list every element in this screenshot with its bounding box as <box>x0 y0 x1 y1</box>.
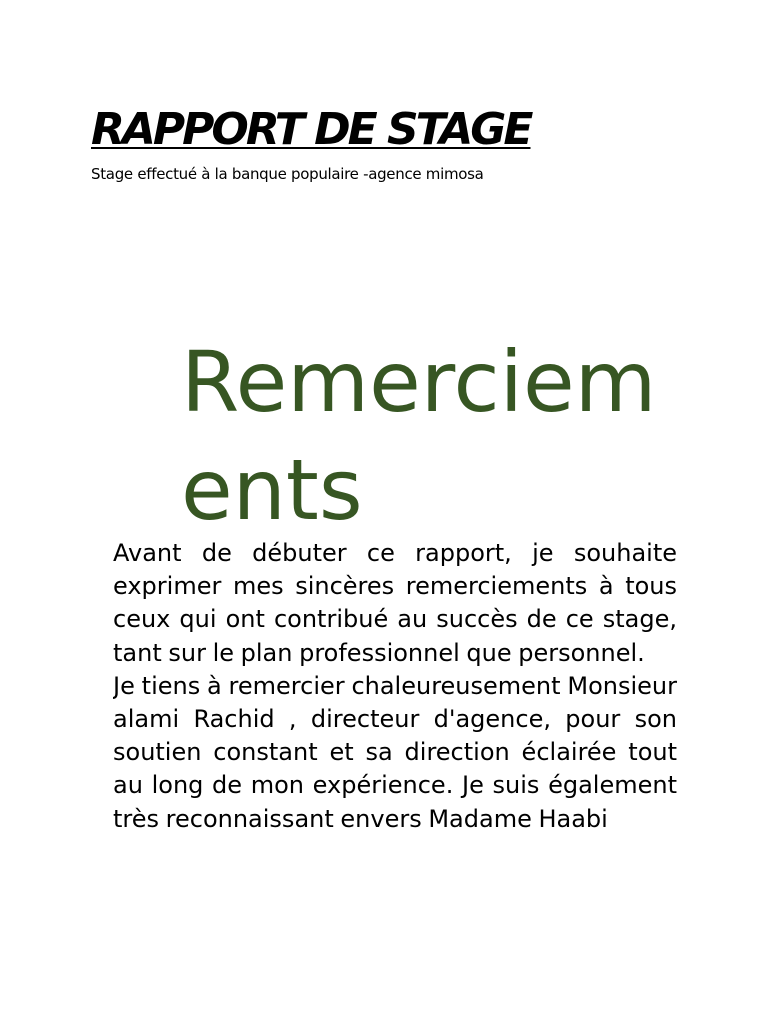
section-heading: Remerciements <box>181 333 657 539</box>
page-subtitle: Stage effectué à la banque populaire -agence mimosa <box>91 165 484 183</box>
paragraph: Avant de débuter ce rapport, je souhaite exprimer mes sincères remerciements à tous ceux qui ont contribué au succès de ce stage, tant sur le plan professionnel que personnel. <box>113 539 677 667</box>
body-text <box>113 537 677 902</box>
paragraph: Je tiens à remercier chaleureusement Monsieur alami Rachid , directeur d'agence, pour son soutien constant et sa direction éclairée tout au long de mon expérience. Je suis également très reconnaissant envers Madame Haabi <box>113 671 677 833</box>
page-title: RAPPORT DE STAGE <box>91 104 531 155</box>
